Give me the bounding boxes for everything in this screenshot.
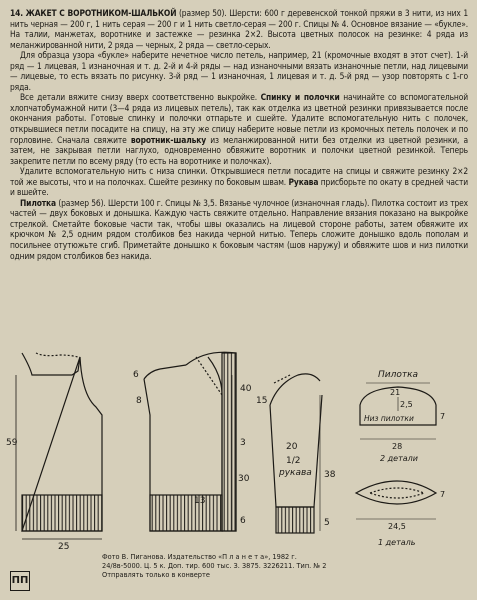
front-label-2: 8	[136, 396, 142, 406]
sleeve-pattern	[270, 374, 322, 533]
front-waist-label: 6	[240, 516, 246, 526]
cap-edge-label: Низ пилотки	[364, 414, 414, 423]
cap-title: Пилотка	[378, 370, 419, 380]
imprint-lines	[102, 553, 462, 580]
paragraph-1	[10, 8, 468, 50]
imprint-line-3: Отправлять только в конверте	[102, 571, 210, 579]
publisher-logo: ПП	[10, 571, 30, 591]
front-mid-label: 3	[240, 438, 246, 448]
front-pattern	[144, 352, 236, 531]
back-height-label: 59	[6, 438, 18, 448]
front-width-label: 13	[194, 496, 206, 506]
paragraph-2: Для образца узора «букле» наберите нечетное число петель, например, 21 (кромочные входят в этот счет). 1-й ряд — 1 лицевая, 1 изнаночная и т. д. 2-й и 4-й ряды — над изнаночными вязать изнаночные петли, над лицевыми — лицевые, то есть вязать по рисунку. 3-й ряд — 1 изнаночная, 1 лицевая и т. д. 5-й ряд — узор повторять с 1-го ряда.	[10, 50, 468, 92]
cap-parts-2: 1 деталь	[378, 538, 416, 547]
front-lower-label: 30	[238, 474, 250, 484]
term-shawl-collar: воротник-шальку	[130, 134, 207, 145]
cap-parts-1: 2 детали	[380, 454, 418, 463]
cap-oval-h: 7	[440, 490, 446, 499]
imprint-line-1: Фото В. Пиганова. Издательство «П л а н е т а», 1982 г.	[102, 553, 297, 561]
term-cap: Пилотка	[20, 197, 57, 208]
sleeve-cap-label: 15	[256, 396, 268, 406]
cap-bottom-width: 28	[392, 442, 403, 451]
article-text	[10, 8, 468, 261]
cap-oval-w: 24,5	[388, 522, 406, 531]
cap-crown-pattern	[356, 481, 436, 519]
imprint	[10, 553, 470, 593]
cap-h2: 7	[440, 412, 446, 421]
materials-text: (размер 50). Шерсти: 600 г деревенской тонкой пряжи в 3 нити, из них 1 нить черная — 200 г, 1 нить серая — 200 г и 1 нить светло-серая — 200 г. Спицы № 4. Основное вязание — «букле». На талии, манжетах, воротнике и застежке — резинка 2×2. Высота цветных полосок на резинке: 4 ряда из меланжированной нити, 2 ряда — черных, 2 ряда — светло-серых.	[10, 8, 468, 50]
term-sleeves: Рукава	[288, 176, 319, 187]
sleeve-name-label: рукава	[279, 468, 312, 478]
front-height-label: 40	[240, 384, 252, 394]
front-label-1: 6	[133, 370, 139, 380]
item-number: 14.	[10, 8, 23, 18]
sleeve-top-label: 20	[286, 442, 298, 452]
paragraph-3: Все детали вяжите снизу вверх соответственно выкройке. Спинку и полочки начинайте со вспомогательной хлопчатобумажной нити (3—4 ряда из лицевых петель), так как отделка из цветной резинки привязывается после окончания работы. Готовые спинку и полочки отпарьте и сшейте. Удалите вспомогательную нить с полочек, открывшиеся петли посадите на спицу, на эту же спицу наберите новые петли из кромочных петель полочек и по горловине. Сначала свяжите воротник-шальку из меланжированной нити без отделки из цветной резинки, а затем, не закрывая петли наглухо, одновременно обвяжите воротник и полочки цветной резинкой. Теперь закрепите петли по всему ряду (то есть на воротнике и полочках).	[10, 92, 469, 166]
item-title: ЖАКЕТ С ВОРОТНИКОМ-ШАЛЬКОЙ	[25, 8, 177, 18]
pattern-diagram	[0, 335, 477, 550]
back-pattern	[22, 353, 102, 531]
back-width-label: 25	[58, 542, 70, 550]
paragraph-5: Пилотка (размер 56). Шерсти 100 г. Спицы № 3,5. Вязанье чулочное (изнаночная гладь). Пилотка состоит из трех частей — двух боковых и донышка. Каждую часть свяжите отдельно. Направление вязания показано на выкройке стрелкой. Сметайте боковые части так, чтобы швы оказались на лицевой стороне работы, затем обвяжите их крючком № 2,5 одним рядом столбиков без накида черной нитью. Теперь сложите донышко вдоль пополам и посильнее отутюжьте сгиб. Приметайте донышко к боковым частям (шов наружу) и обвяжите шов и низ пилотки одним рядом столбиков без накида.	[10, 197, 468, 261]
cap-top-width: 21	[390, 388, 401, 397]
paragraph-4: Удалите вспомогательную нить с низа спинки. Открывшиеся петли посадите на спицы и свяжите резинку 2×2 той же высоты, что и на полочках. Сшейте резинку по боковым швам. Рукава присборьте по окату в средней части и вшейте.	[10, 166, 468, 198]
sleeve-cuff-label: 5	[324, 518, 330, 528]
term-back-and-fronts: Спинку и полочки	[260, 92, 340, 103]
cap-h1: 2,5	[400, 400, 413, 409]
sleeve-mid-label: 1/2	[286, 456, 301, 466]
sleeve-length-label: 38	[324, 470, 336, 480]
imprint-line-2: 24/8в-5000. Ц. 5 к. Доп. тир. 600 тыс. З. 3875. 3226211. Тип. № 2	[102, 562, 327, 570]
